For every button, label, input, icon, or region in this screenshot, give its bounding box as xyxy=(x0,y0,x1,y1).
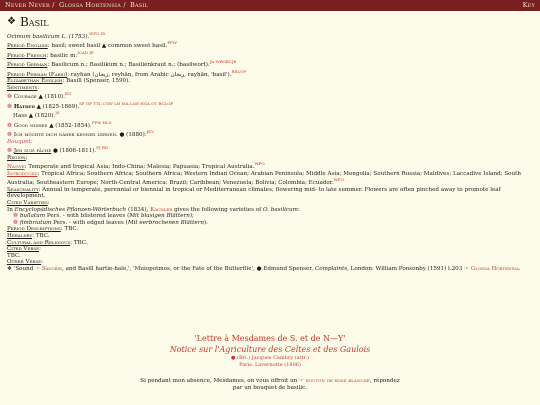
breadcrumb-separator: / xyxy=(123,1,126,9)
breadcrumb-separator: / xyxy=(52,1,55,9)
savorie-link[interactable]: Savorie xyxy=(41,265,63,272)
quotation-title: 'Lettre à Mesdames de S. et de N—Y' xyxy=(194,334,346,343)
ref-link[interactable]: WFO xyxy=(254,161,265,167)
other-verse-text: ❖ 'Sound ☞ Savorie, and Basill hartie-hale,', 'Muiopotmos, or the Fate of the Butterflie', ● Edmund Spenser, Complaints, London: William Ponsonby (1591) l.203 ☞ Glossa Hortensia. xyxy=(7,265,521,272)
cited-verse-value: TBC. xyxy=(7,252,21,259)
ref-link[interactable]: WFO xyxy=(333,177,344,183)
variety-item: ❁ bullatum Pers. - with blistered leaves (Mit blasigen Blättern); xyxy=(13,212,194,220)
cited-verse-heading: Cited Verse: xyxy=(7,246,41,253)
top-navigation-bar xyxy=(0,0,540,11)
elizabethan-english-row: Elizabethan English: Basill (Spenser, 1590). xyxy=(7,78,131,85)
entry-title xyxy=(7,15,533,29)
sentiment-item: ❁ Ich möchte dich näher kennen lernen. ● (1880).$^{JKV}$ xyxy=(7,129,155,139)
cultural-row: Cultural and Religious: TBC. xyxy=(7,239,88,246)
kachler-link[interactable]: Kachler xyxy=(150,206,173,213)
rose-icon: ❁ xyxy=(13,218,19,226)
key-link[interactable]: Key xyxy=(522,1,535,9)
native-row: Native: Temperate and tropical Asia; Indo-China; Malesia; Papuasia; Tropical Australia.$^{WFO}$ xyxy=(7,161,265,171)
sentiment-item: ❁ Jen suis fâché ● (1806-1811).$^{FJ RD}$ xyxy=(7,145,109,155)
period-french-row: Period French: basilic m.$^{JCAD JE}$ xyxy=(7,49,94,59)
quotation-section xyxy=(0,334,540,391)
breadcrumb-link-never-never[interactable]: Never Never xyxy=(5,1,50,9)
rose-icon: ❁ xyxy=(13,212,19,220)
period-english-row: Period English: basil; sweet basil ▲ common sweet basil.$^{PFW}$ xyxy=(7,40,177,50)
heraldry-row: Heraldry: TBC. xyxy=(7,233,50,240)
rose-icon: ❁ xyxy=(7,102,13,110)
period-english-label: Period English xyxy=(7,43,48,50)
ref-link[interactable]: JE xyxy=(231,59,237,65)
rose-icon: ❁ xyxy=(7,147,13,155)
other-verse-heading: Other Verse: xyxy=(7,259,43,266)
sentiments-heading: Sentiments: xyxy=(7,84,40,91)
ref-link[interactable]: JKV xyxy=(146,129,155,135)
ref-link[interactable]: RELOP xyxy=(231,68,247,74)
ref-link[interactable]: JS xyxy=(55,110,60,116)
quotation-publication: Paris: Lavernotte (1806) xyxy=(239,361,301,368)
ref-link[interactable]: SF GF TTL CGW LH MA L&E HGA OT RCLOF xyxy=(79,100,174,106)
period-persian-row: Period Persian (Farsi): rayhan (ریحان, reyhān, from Arabic ريحان, rayḥān, 'basil').$^{RELOP}$ xyxy=(7,68,247,78)
period-german-label: Period German xyxy=(7,62,48,69)
ref-link[interactable]: JCAD JE xyxy=(77,49,94,55)
fleuron-icon: ❖ xyxy=(7,16,16,27)
ref-link[interactable]: JA WB xyxy=(209,59,223,65)
cited-varieties-intro: In Encyclopädisches Pflanzen-Wörterbuch (1834), Kachler gives the following varieties of O. basilicum: xyxy=(7,206,300,213)
breadcrumb-current-basil: Basil xyxy=(129,1,149,9)
ref-link[interactable]: PFW xyxy=(167,40,177,46)
period-descriptions-row: Period Descriptions: TBC. xyxy=(7,226,79,233)
sentiment-item: ❁ Hatred ▲ (1825-1869).$^{SF GF TTL CGW LH MA L\&E HGA OT RCLOF}$ xyxy=(7,100,174,110)
ref-link[interactable]: KG xyxy=(65,91,72,97)
cited-varieties-heading: Cited Varieties: xyxy=(7,200,50,207)
introduced-label: Introduced xyxy=(7,170,38,177)
bouquet-heading: Bouquet: xyxy=(7,138,33,145)
breadcrumb-link-glossa-hortensia[interactable]: Glossa Hortensia xyxy=(58,1,122,9)
period-persian-label: Period Persian (Farsi) xyxy=(7,71,68,78)
rose-icon: ❁ xyxy=(7,93,13,101)
rose-icon: ❁ xyxy=(7,131,13,139)
elizabethan-english-label: Elizabethan English xyxy=(7,78,63,85)
scientific-name: Ocimum basilicum L. (1753).$^{WFO ID}$ xyxy=(7,31,106,40)
seasonality-row: Seasonality: Annual in temperate, perennial or biennial in tropical or Mediterranean climates; flowering mid- to late summer. Flowers are often pinched away to promote leaf development. xyxy=(7,186,501,200)
variety-item: ❁ fimbriatum Pers. - with edged leaves (Mit eerbrochenen Blättern). xyxy=(13,218,208,226)
period-german-row: Period German: Basilicum n.; Basilikum n.; Basilienkraut n.; (basilwort).$^{JA WBGBCJE}$ xyxy=(7,59,237,69)
quotation-subtitle: Notice sur l'Agriculture des Celtes et des Gaulois xyxy=(169,345,371,354)
quotation-body: Si pendant mon absence, Mesdames, on vous offroit un ☞ bouton de rose blanche, répondez par un bouquet de basilic. xyxy=(140,378,400,391)
entry-content xyxy=(0,11,540,273)
breadcrumb xyxy=(5,0,150,11)
scientific-ref[interactable]: WFO ID xyxy=(89,31,106,36)
native-label: Native xyxy=(7,164,25,171)
ref-link[interactable]: PPW HLS xyxy=(91,119,112,125)
quotation-author: ● (Bri.) Jacques Cambry (attr.) xyxy=(231,355,309,361)
rose-icon: ❁ xyxy=(7,121,13,129)
introduced-row: Introduced: Tropical Africa; Southern Africa; Southern Africa; Western Indian Ocean; Arabian Peninsula; Middle Asia; Mongolia; Southern Russia; Maldives; Laccadive Island; South Australia; Southeastern Europe; North-Central America; Brazil; Caribbean; Venezuela; Bolivia; Colombia; Ecuador.$^{WFO}$ xyxy=(7,170,521,187)
ref-link[interactable]: GBC xyxy=(222,59,232,65)
glossa-hortensia-link[interactable]: Glossa Hortensia xyxy=(470,265,519,272)
page-title: Basil xyxy=(19,15,49,29)
sentiment-item: ❁ Good wishes ▲ (1852-1854).$^{PPW HLS}$ xyxy=(7,119,112,129)
ref-link[interactable]: FJ RD xyxy=(96,145,109,151)
period-french-label: Period French xyxy=(7,52,47,59)
region-heading: Region: xyxy=(7,154,28,161)
bouton-de-rose-blanche-link[interactable]: bouton de rose blanche xyxy=(305,378,370,384)
sentiment-item: ❁ Courage ▲ (1810).$^{KG}$ xyxy=(7,91,72,101)
sentiment-item: Hass ▲ (1820).$^{JS}$ xyxy=(13,110,60,120)
seasonality-label: Seasonality xyxy=(7,186,39,193)
